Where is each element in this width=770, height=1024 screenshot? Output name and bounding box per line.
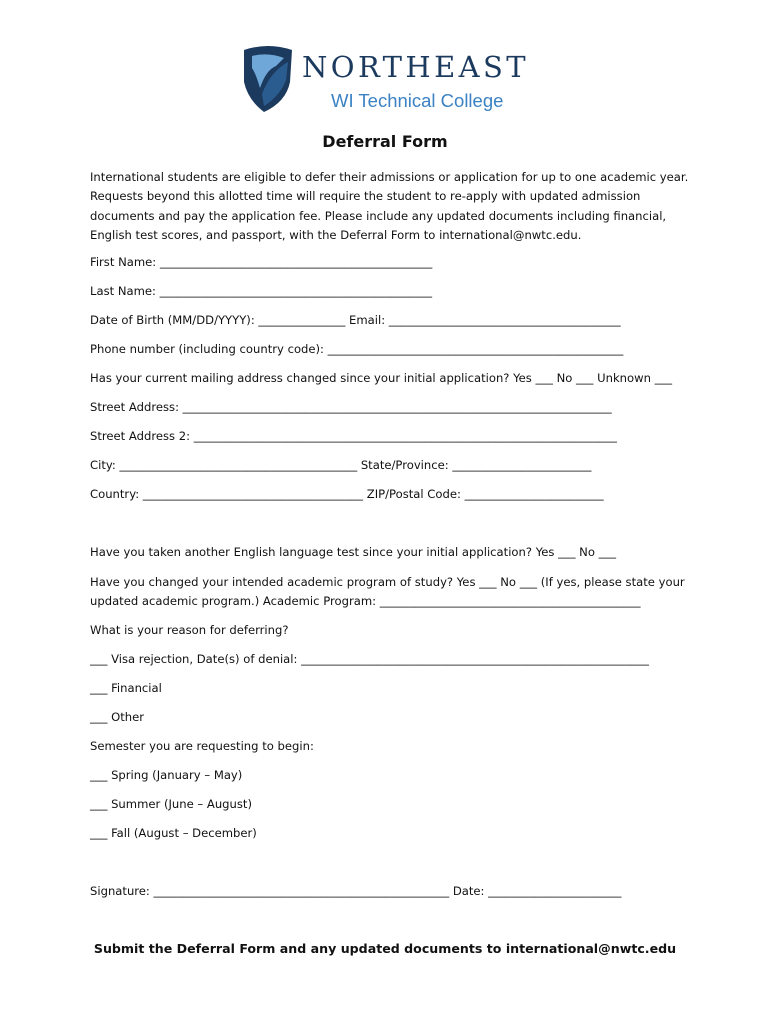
street-address-2-field[interactable]: Street Address 2: _________________________________________________________________________	[90, 429, 617, 443]
reason-other-option[interactable]: ___ Other	[90, 710, 144, 724]
country-zip-field[interactable]: Country: ______________________________________ ZIP/Postal Code: ________________________	[90, 487, 604, 501]
shield-logo-icon	[240, 44, 296, 116]
intro-paragraph	[90, 168, 690, 245]
signature-date-field[interactable]: Signature: ___________________________________________________ Date: _______________________	[90, 884, 622, 898]
address-changed-question[interactable]: Has your current mailing address changed since your initial application? Yes ___ No ___ Unknown ___	[90, 371, 673, 385]
first-name-field[interactable]: First Name: _______________________________________________	[90, 255, 433, 269]
submit-instructions: Submit the Deferral Form and any updated documents to international@nwtc.edu	[93, 941, 677, 956]
street-address-field[interactable]: Street Address: __________________________________________________________________________	[90, 400, 612, 414]
city-state-field[interactable]: City: _________________________________________ State/Province: ________________________	[90, 458, 592, 472]
intro-line: English test scores, and passport, with the Deferral Form to international@nwtc.edu.	[90, 227, 582, 242]
reason-visa-option[interactable]: ___ Visa rejection, Date(s) of denial: ____________________________________________________________	[90, 652, 649, 666]
reason-question: What is your reason for deferring?	[90, 623, 289, 637]
reason-financial-option[interactable]: ___ Financial	[90, 681, 162, 695]
english-test-question[interactable]: Have you taken another English language test since your initial application? Yes ___ No ___	[90, 545, 617, 559]
academic-program-field[interactable]: updated academic program.) Academic Program: _____________________________________________	[90, 594, 641, 608]
intro-line: International students are eligible to defer their admissions or application for up to one academic year.	[90, 170, 689, 184]
logo-subtitle: WI Technical College	[331, 90, 504, 111]
semester-summer-option[interactable]: ___ Summer (June – August)	[90, 797, 252, 811]
intro-line: Requests beyond this allotted time will require the student to re-apply with updated admission	[90, 189, 641, 204]
semester-spring-option[interactable]: ___ Spring (January – May)	[90, 768, 243, 782]
intro-line: documents and pay the application fee. Please include any updated documents including financial,	[90, 208, 667, 223]
phone-field[interactable]: Phone number (including country code): ___________________________________________________	[90, 342, 624, 356]
last-name-field[interactable]: Last Name: _______________________________________________	[90, 284, 433, 298]
form-title: Deferral Form	[322, 132, 448, 151]
college-logo	[240, 44, 540, 116]
semester-question: Semester you are requesting to begin:	[90, 739, 314, 753]
logo-name: NORTHEAST	[302, 50, 530, 84]
dob-email-field[interactable]: Date of Birth (MM/DD/YYYY): _______________ Email: ________________________________________	[90, 313, 621, 327]
semester-fall-option[interactable]: ___ Fall (August – December)	[90, 826, 257, 840]
program-changed-question[interactable]: Have you changed your intended academic program of study? Yes ___ No ___ (If yes, please state your	[90, 575, 685, 589]
